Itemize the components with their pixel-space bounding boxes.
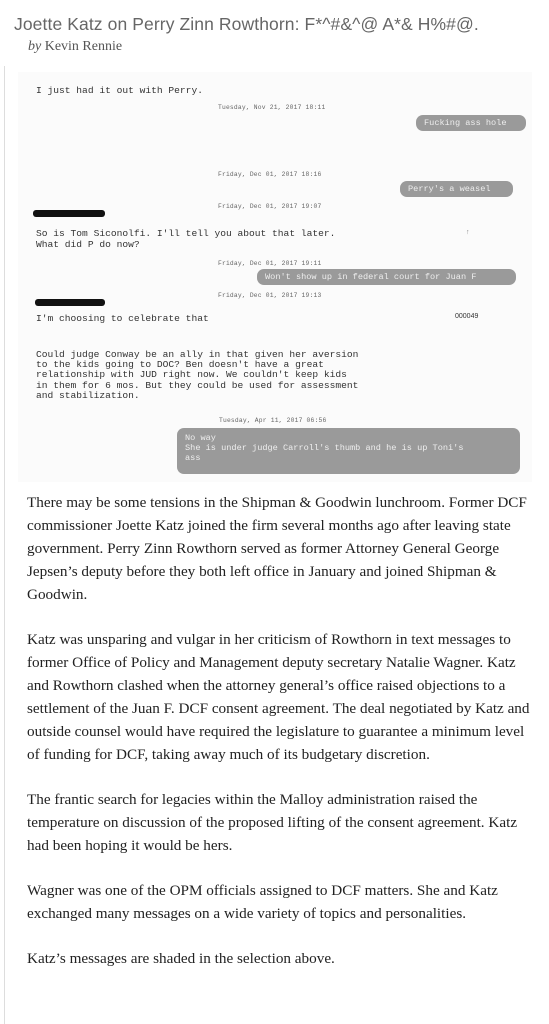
- message-timestamp: Tuesday, Apr 11, 2017 06:56: [219, 417, 327, 424]
- article-paragraph: Katz’s messages are shaded in the selection above.: [27, 950, 335, 967]
- redaction-bar: [33, 210, 105, 217]
- document-number: 000049: [455, 313, 479, 320]
- message-bubble-katz: Perry's a weasel: [400, 181, 513, 197]
- article-paragraph: Katz was unsparing and vulgar in her criticism of Rowthorn in text messages to former Office of Policy and Management deputy secretary Natalie Wagner. Katz and Rowthorn clashed when the attorney general’s office raised objections to a settlement of the Juan F. DCF consent agreement. The deal negotiated by Katz and outside counsel would have required the legislature to guarantee a minimum level of funding for DCF, taking away much of its budgetary discretion.: [27, 631, 530, 763]
- article-paragraph: There may be some tensions in the Shipman & Goodwin lunchroom. Former DCF commissioner Joette Katz joined the firm several months ago after leaving state government. Perry Zinn Rowthorn served as former Attorney General George Jepsen’s deputy before they both left office in January and joined Shipman & Goodwin.: [27, 494, 527, 603]
- article-paragraph: The frantic search for legacies within the Malloy administration raised the temperature on discussion of the proposed lifting of the consent agreement. Katz had been hoping it would be hers.: [27, 791, 518, 854]
- message-timestamp: Friday, Dec 01, 2017 19:07: [218, 203, 322, 210]
- message-received: I'm choosing to celebrate that: [36, 313, 209, 324]
- article-body: [27, 491, 537, 992]
- cursor-mark: ↑: [466, 228, 470, 236]
- message-bubble-katz: Fucking ass hole: [416, 115, 526, 131]
- message-received: I just had it out with Perry.: [36, 85, 203, 96]
- message-timestamp: Friday, Dec 01, 2017 18:16: [218, 171, 322, 178]
- byline: [28, 39, 122, 55]
- left-divider: [4, 66, 5, 1024]
- author-link[interactable]: Kevin Rennie: [44, 39, 123, 54]
- byline-prefix: by: [28, 39, 42, 54]
- message-received: Could judge Conway be an ally in that given her aversion to the kids going to DOC? Ben doesn't have a great relationship with JUD right now. We couldn't keep kids in them for 6 mos. But they could be used for assessment and stabilization.: [36, 349, 359, 401]
- message-timestamp: Tuesday, Nov 21, 2017 18:11: [218, 104, 326, 111]
- message-received: So is Tom Siconolfi. I'll tell you about that later. What did P do now?: [36, 228, 336, 250]
- redaction-bar: [35, 299, 105, 306]
- article-title: Joette Katz on Perry Zinn Rowthorn: F*^#&^@ A*& H%#@.: [14, 14, 479, 34]
- message-bubble-katz: Won't show up in federal court for Juan F: [257, 269, 516, 285]
- message-timestamp: Friday, Dec 01, 2017 19:13: [218, 292, 322, 299]
- message-timestamp: Friday, Dec 01, 2017 19:11: [218, 260, 322, 267]
- message-bubble-katz: No way She is under judge Carroll's thumb and he is up Toni's ass: [177, 428, 520, 474]
- article-paragraph: Wagner was one of the OPM officials assigned to DCF matters. She and Katz exchanged many messages on a wide variety of topics and personalities.: [27, 882, 498, 922]
